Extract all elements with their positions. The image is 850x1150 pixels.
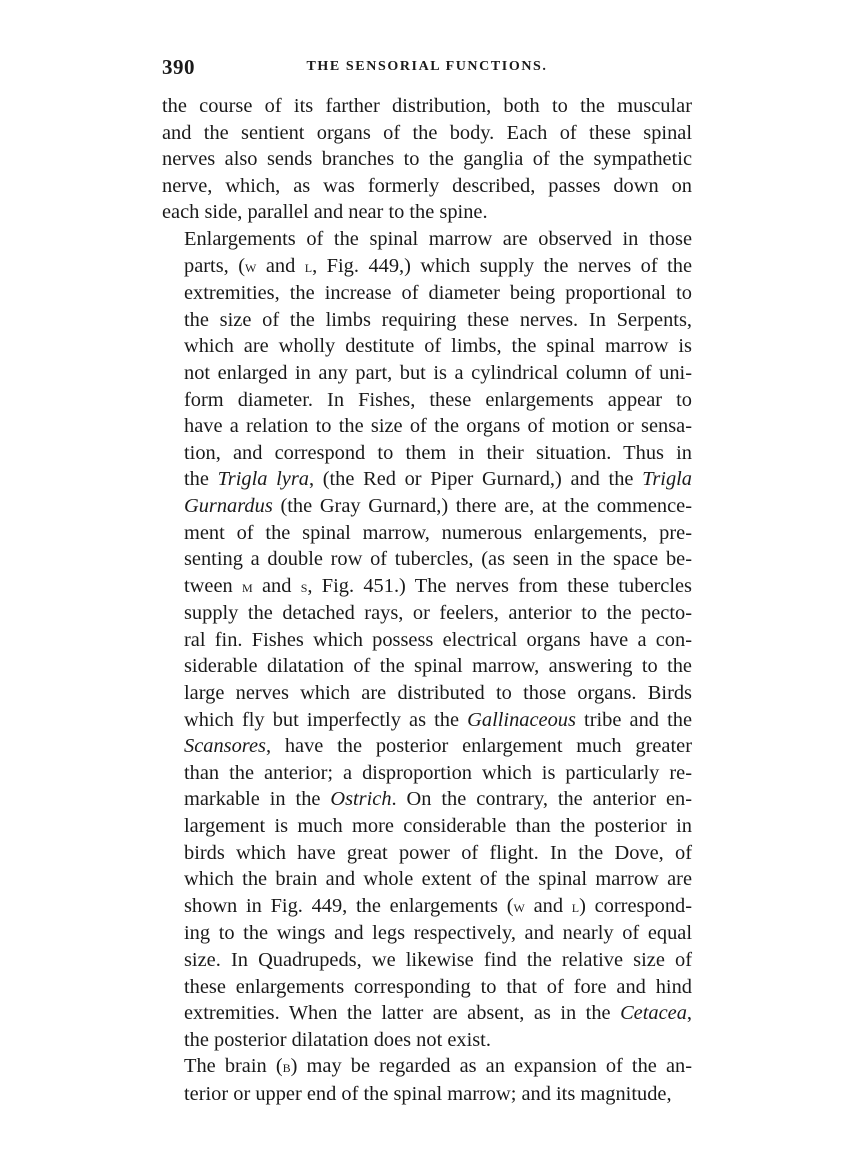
text-line: ing to the wings and legs respectively, and nearly of equal xyxy=(184,922,692,945)
paragraph xyxy=(162,93,692,226)
text-line: the posterior dilatation does not exist. xyxy=(184,1028,491,1051)
text-line: not enlarged in any part, but is a cylindrical column of uni- xyxy=(184,361,692,384)
text-line: tween m and s, Fig. 451.) The nerves from these tubercles xyxy=(184,574,692,597)
text-line: birds which have great power of flight. In the Dove, of xyxy=(184,841,692,864)
text-line: ral fin. Fishes which possess electrical organs have a con- xyxy=(184,628,692,651)
text-line: parts, (w and l, Fig. 449,) which supply the nerves of the xyxy=(184,254,693,277)
text-line: markable in the Ostrich. On the contrary, the anterior en- xyxy=(184,788,692,811)
text-line: Gurnardus (the Gray Gurnard,) there are, at the commence- xyxy=(184,494,692,517)
text-line: the Trigla lyra, (the Red or Piper Gurnard,) and the Trigla xyxy=(184,468,692,491)
text-line: large nerves which are distributed to those organs. Birds xyxy=(184,682,692,705)
text-line: these enlargements corresponding to that of fore and hind xyxy=(184,975,692,998)
text-line: nerves also sends branches to the ganglia of the sympathetic xyxy=(162,148,692,171)
text-line: extremities. When the latter are absent, as in the Cetacea, xyxy=(184,1002,692,1025)
text-line: supply the detached rays, or feelers, anterior to the pecto- xyxy=(184,602,692,625)
text-line: each side, parallel and near to the spine. xyxy=(162,201,488,224)
text-line: extremities, the increase of diameter being proportional to xyxy=(184,282,692,305)
text-line: shown in Fig. 449, the enlargements (w and l) correspond- xyxy=(184,894,692,917)
text-line: The brain (b) may be regarded as an expansion of the an- xyxy=(184,1055,692,1078)
text-line: which the brain and whole extent of the spinal marrow are xyxy=(184,868,692,891)
running-title: THE SENSORIAL FUNCTIONS. xyxy=(306,59,548,74)
text-line: have a relation to the size of the organs of motion or sensa- xyxy=(184,415,692,438)
text-line: the size of the limbs requiring these nerves. In Serpents, xyxy=(184,308,692,331)
text-line: the course of its farther distribution, both to the muscular xyxy=(162,95,692,117)
text-line: size. In Quadrupeds, we likewise find the relative size of xyxy=(184,949,692,971)
text-line: siderable dilatation of the spinal marrow, answering to the xyxy=(184,655,692,678)
page-number: 390 xyxy=(162,55,195,79)
page-header xyxy=(162,55,692,85)
text-line: largement is much more considerable than the posterior in xyxy=(184,815,692,838)
paragraph xyxy=(162,1053,692,1107)
text-line: and the sentient organs of the body. Each of these spinal xyxy=(162,121,692,144)
text-line: terior or upper end of the spinal marrow; and its magnitude, xyxy=(184,1082,672,1105)
text-line: which fly but imperfectly as the Gallinaceous tribe and the xyxy=(184,708,693,731)
text-line: ment of the spinal marrow, numerous enlargements, pre- xyxy=(184,521,692,544)
body-text xyxy=(162,93,692,1108)
text-line: than the anterior; a disproportion which is particularly re- xyxy=(184,761,692,784)
paragraph xyxy=(162,226,692,1053)
text-line: Scansores, have the posterior enlargement much greater xyxy=(184,735,692,758)
text-line: nerve, which, as was formerly described, passes down on xyxy=(162,174,692,197)
text-line: senting a double row of tubercles, (as seen in the space be- xyxy=(184,548,692,571)
text-line: form diameter. In Fishes, these enlargements appear to xyxy=(184,388,692,411)
text-line: tion, and correspond to them in their situation. Thus in xyxy=(184,441,692,464)
text-line: Enlargements of the spinal marrow are observed in those xyxy=(184,227,692,250)
text-line: which are wholly destitute of limbs, the spinal marrow is xyxy=(184,335,692,358)
